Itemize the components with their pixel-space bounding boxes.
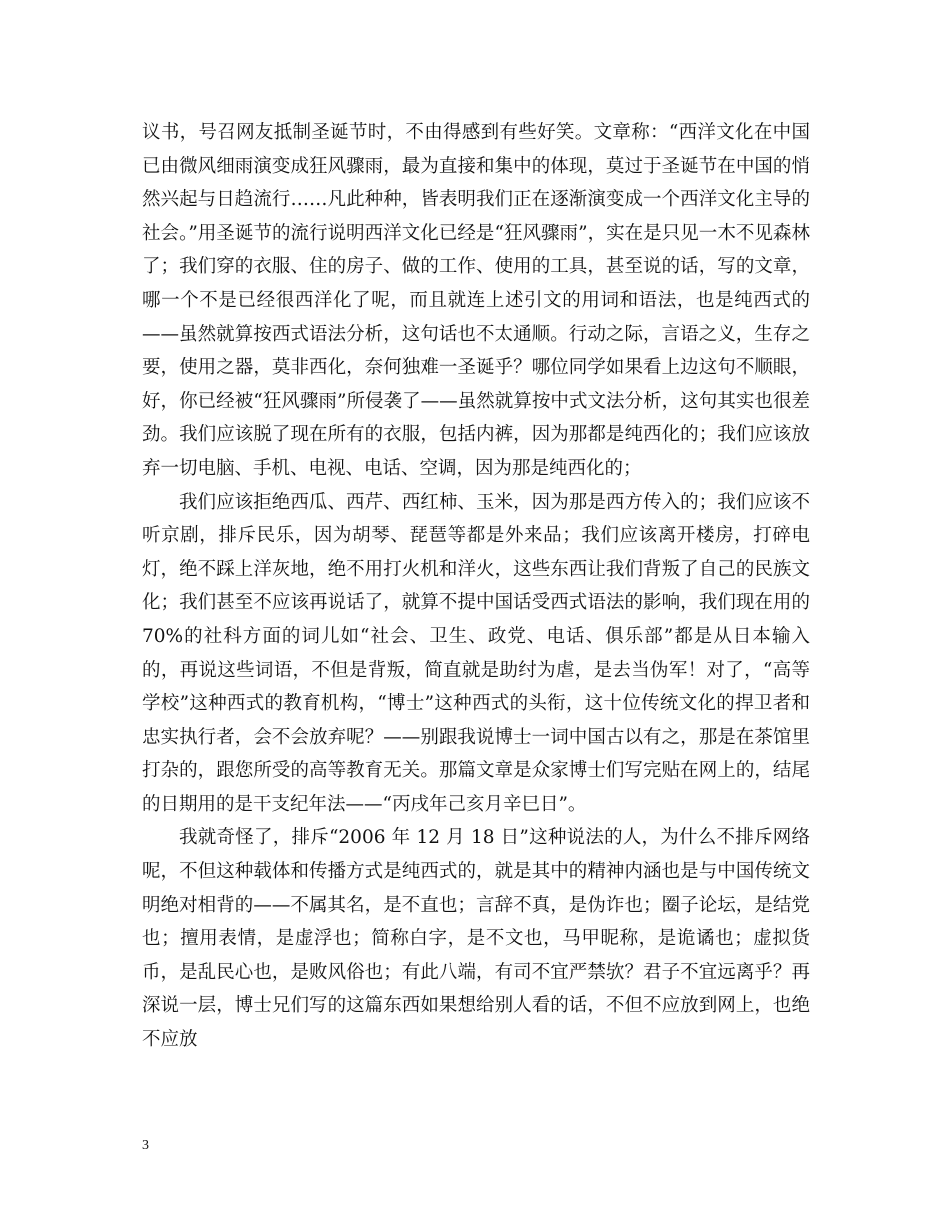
paragraph-3: 我就奇怪了，排斥“2006 年 12 月 18 日”这种说法的人，为什么不排斥网络呢，不但这种载体和传播方式是纯西式的，就是其中的精神内涵也是与中国传统文明绝对相背的——不属其名，是不直也；言辞不真，是伪诈也；圈子论坛，是结党也；擅用表情，是虚浮也；简称白字，是不文也，马甲昵称，是诡谲也；虚拟货币，是乱民心也，是败风俗也；有此八端，有司不宜严禁欤？君子不宜远离乎？再深说一层，博士兄们写的这篇东西如果想给别人看的话，不但不应放到网上，也绝不应放 — [142, 827, 810, 1051]
paragraph-2: 我们应该拒绝西瓜、西芹、西红柿、玉米，因为那是西方传入的；我们应该不听京剧，排斥民乐，因为胡琴、琵琶等都是外来品；我们应该离开楼房，打碎电灯，绝不踩上洋灰地，绝不用打火机和洋火，这些东西让我们背叛了自己的民族文化；我们甚至不应该再说话了，就算不提中国话受西式语法的影响，我们现在用的 70%的社科方面的词儿如“社会、卫生、政党、电话、俱乐部”都是从日本输入的，再说这些词语，不但是背叛，简直就是助纣为虐，是去当伪军！对了，“高等学校”这种西式的教育机构，“博士”这种西式的头衔，这十位传统文化的捍卫者和忠实执行者，会不会放弃呢？——别跟我说博士一词中国古以有之，那是在茶馆里打杂的，跟您所受的高等教育无关。那篇文章是众家博士们写完贴在网上的，结尾的日期用的是干支纪年法——“丙戌年己亥月辛巳日”。 — [142, 491, 810, 815]
body-text — [142, 116, 810, 1057]
paragraph-1: 议书，号召网友抵制圣诞节时，不由得感到有些好笑。文章称：“西洋文化在中国已由微风细雨演变成狂风骤雨，最为直接和集中的体现，莫过于圣诞节在中国的悄然兴起与日趋流行……凡此种种，皆表明我们正在逐渐演变成一个西洋文化主导的社会。”用圣诞节的流行说明西洋文化已经是“狂风骤雨”，实在是只见一木不见森林了；我们穿的衣服、住的房子、做的工作、使用的工具，甚至说的话，写的文章，哪一个不是已经很西洋化了呢，而且就连上述引文的用词和语法，也是纯西式的——虽然就算按西式语法分析，这句话也不太通顺。行动之际，言语之义，生存之要，使用之器，莫非西化，奈何独难一圣诞乎？哪位同学如果看上边这句不顺眼，好，你已经被“狂风骤雨”所侵袭了——虽然就算按中式文法分析，这句其实也很差劲。我们应该脱了现在所有的衣服，包括内裤，因为那都是纯西化的；我们应该放弃一切电脑、手机、电视、电话、空调，因为那是纯西化的； — [142, 122, 810, 479]
page-number: 3 — [142, 1138, 149, 1153]
